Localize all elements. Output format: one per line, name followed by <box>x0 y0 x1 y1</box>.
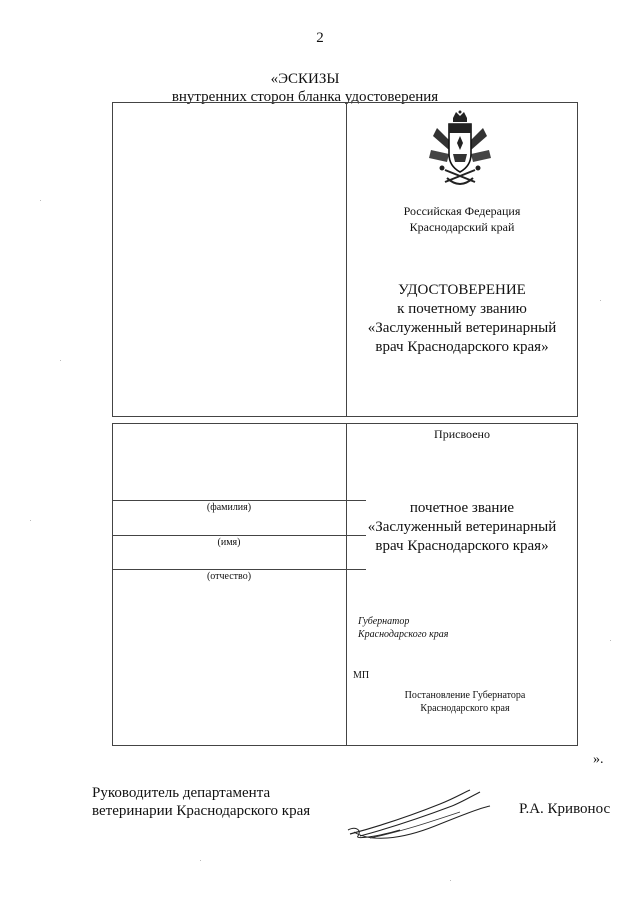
bottom-spread-fold <box>346 423 347 746</box>
top-spread-fold <box>346 102 347 417</box>
seal-mark: МП <box>353 670 370 681</box>
top-spread <box>112 102 578 417</box>
scan-speck <box>600 300 601 301</box>
document-title-line2: внутренних сторон бланка удостоверения <box>171 89 439 105</box>
scan-speck <box>200 860 201 861</box>
scan-speck <box>30 520 31 521</box>
top-right-org <box>346 203 578 235</box>
certificate-subtitle3: врач Краснодарского края» <box>375 339 549 355</box>
governor-label <box>358 615 448 641</box>
certificate-subtitle1: к почетному званию <box>397 301 527 317</box>
decree-line2: Краснодарского края <box>420 703 510 714</box>
document-title-line1: «ЭСКИЗЫ <box>270 71 340 87</box>
patronymic-caption: (отчество) <box>206 571 252 582</box>
assigned-label: Присвоено <box>434 427 490 441</box>
honorary-title-line2: «Заслуженный ветеринарный <box>367 519 557 535</box>
decree-label <box>380 689 550 715</box>
scan-speck <box>450 880 451 881</box>
patronymic-line <box>112 569 366 570</box>
honorary-title <box>346 499 578 556</box>
position-line2: ветеринарии Краснодарского края <box>92 803 311 819</box>
document-title <box>100 70 510 106</box>
certificate-subtitle2: «Заслуженный ветеринарный <box>367 320 557 336</box>
krasnodar-coat-of-arms-icon <box>425 110 495 190</box>
honorary-title-line3: врач Краснодарского края» <box>375 538 549 554</box>
scan-speck <box>610 640 611 641</box>
surname-line <box>112 500 366 501</box>
page-number: 2 <box>316 30 324 46</box>
surname-caption: (фамилия) <box>206 502 252 513</box>
governor-line1: Губернатор <box>358 616 410 627</box>
handwritten-signature-icon <box>340 786 500 846</box>
org-line2: Краснодарский край <box>409 220 515 234</box>
firstname-caption: (имя) <box>217 537 241 548</box>
decree-line1: Постановление Губернатора <box>404 690 526 701</box>
org-line1: Российская Федерация <box>403 204 521 218</box>
governor-line2: Краснодарского края <box>358 629 449 640</box>
firstname-line <box>112 535 366 536</box>
scan-speck <box>60 360 61 361</box>
honorary-title-line1: почетное звание <box>409 500 515 516</box>
certificate-title: УДОСТОВЕРЕНИЕ <box>398 282 526 298</box>
closing-mark: ». <box>593 752 604 767</box>
scan-speck <box>40 200 41 201</box>
position-line1: Руководитель департамента <box>92 785 271 801</box>
signatory-name: Р.А. Кривонос <box>519 801 611 817</box>
certificate-heading <box>346 281 578 357</box>
signatory-position <box>92 784 310 820</box>
